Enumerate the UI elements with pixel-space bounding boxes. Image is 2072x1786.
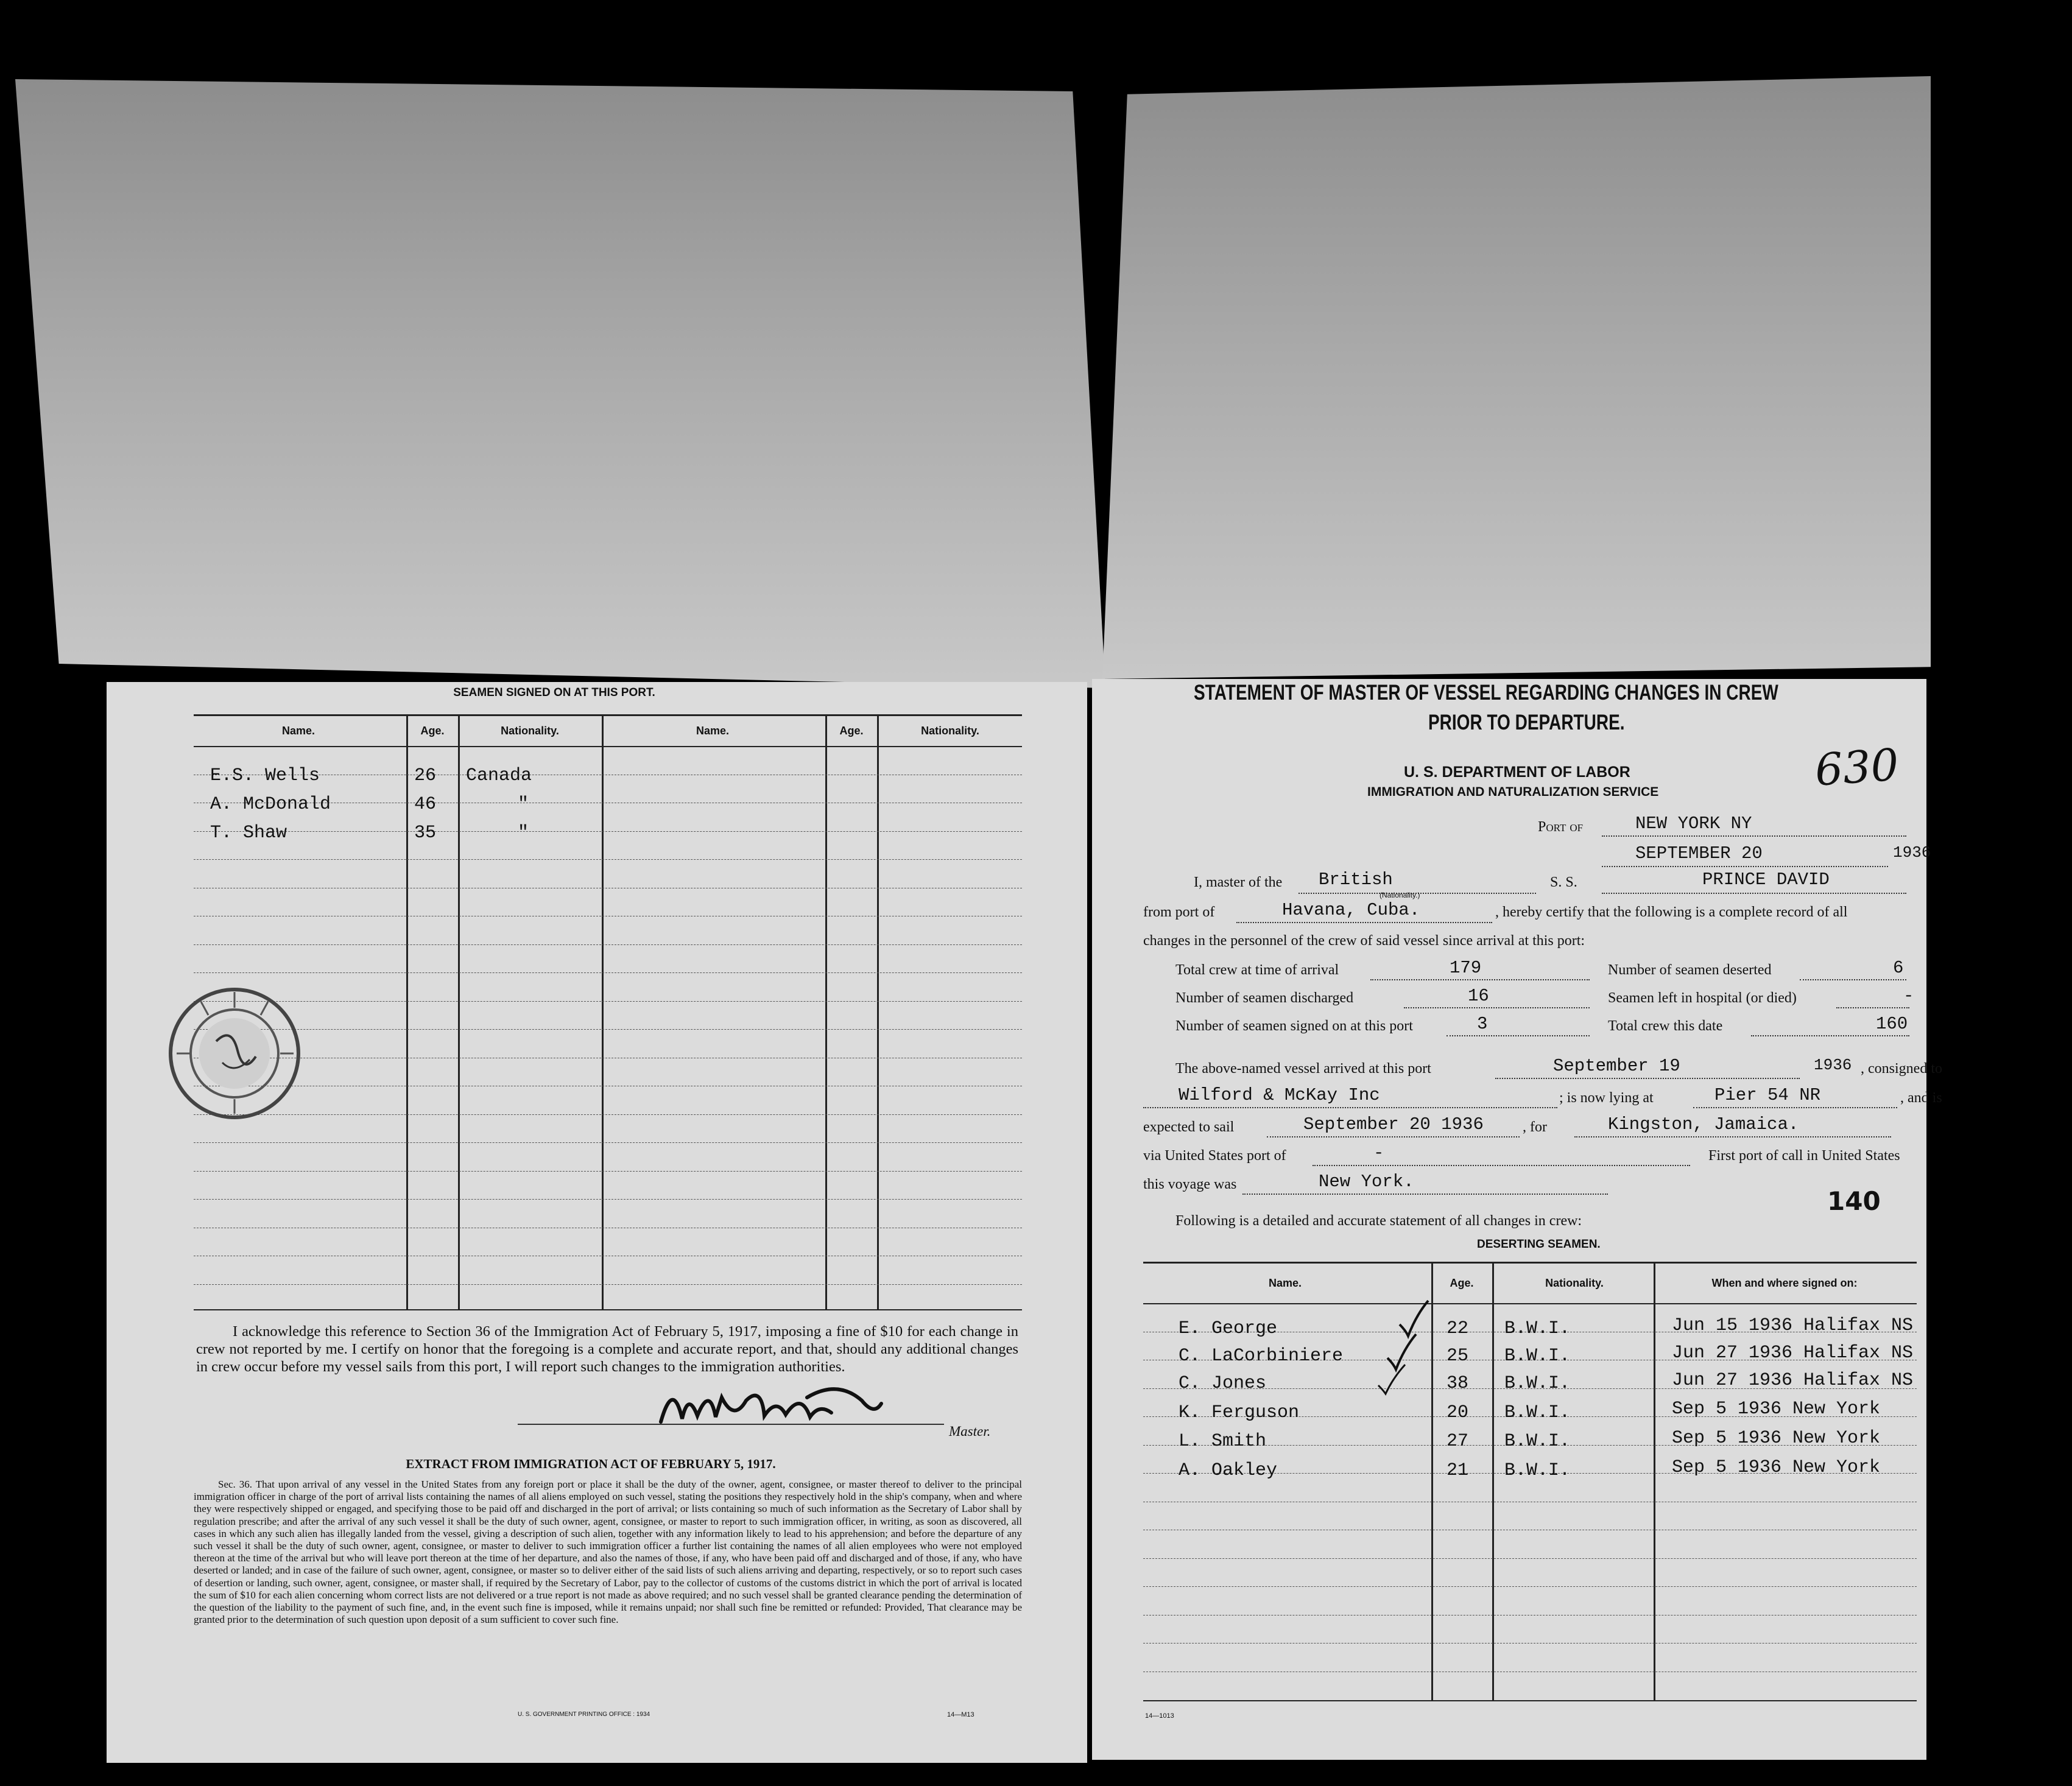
expected-value: September 20 1936 bbox=[1303, 1114, 1484, 1134]
col-header-age: Age. bbox=[420, 725, 445, 737]
following-text: Following is a detailed and accurate statement of all changes in crew: bbox=[1175, 1213, 1582, 1229]
signed-on-label: Number of seamen signed on at this port bbox=[1175, 1018, 1413, 1034]
right-folded-flap bbox=[1102, 76, 1931, 679]
port-value: NEW YORK NY bbox=[1635, 814, 1752, 834]
deserted-label: Number of seamen deserted bbox=[1608, 962, 1772, 978]
discharged-value: 16 bbox=[1468, 986, 1489, 1006]
desert-nationality-2: B.W.I. bbox=[1504, 1346, 1571, 1366]
expected-label: expected to sail bbox=[1143, 1119, 1235, 1135]
desert-signed-6: Sep 5 1936 New York bbox=[1672, 1457, 1881, 1478]
signed-on-nationality-2: " bbox=[518, 794, 529, 815]
checkmark-3 bbox=[1373, 1361, 1410, 1398]
row-rule bbox=[194, 944, 1022, 945]
row-rule bbox=[194, 831, 1022, 832]
first-port-label: First port of call in United States bbox=[1708, 1148, 1900, 1164]
ss-label: S. S. bbox=[1550, 874, 1577, 890]
lying-label: ; is now lying at bbox=[1559, 1090, 1654, 1106]
right-form-number: 14—1013 bbox=[1145, 1712, 1174, 1720]
for-value: Kingston, Jamaica. bbox=[1608, 1114, 1799, 1134]
desert-age-2: 25 bbox=[1447, 1346, 1469, 1366]
handwritten-630: 630 bbox=[1813, 739, 1901, 796]
row-rule bbox=[194, 1001, 1022, 1002]
row-rule bbox=[194, 1171, 1022, 1172]
desert-age-1: 22 bbox=[1447, 1318, 1469, 1339]
desert-name-1: E. George bbox=[1179, 1318, 1278, 1339]
statement-title-line1: STATEMENT OF MASTER OF VESSEL REGARDING CHANGES IN CREW bbox=[1194, 681, 1778, 705]
total-date-label: Total crew this date bbox=[1608, 1018, 1723, 1034]
certify-text: , hereby certify that the following is a complete record of all bbox=[1495, 904, 1848, 920]
desert-nationality-3: B.W.I. bbox=[1504, 1373, 1571, 1394]
for-label: , for bbox=[1523, 1119, 1547, 1135]
desert-signed-4: Sep 5 1936 New York bbox=[1672, 1399, 1881, 1419]
desert-signed-3: Jun 27 1936 Halifax NS bbox=[1672, 1370, 1914, 1391]
col-header-name-2: Name. bbox=[696, 725, 730, 737]
printing-office: U. S. GOVERNMENT PRINTING OFFICE : 1934 bbox=[518, 1711, 650, 1718]
master-label: Master. bbox=[949, 1424, 991, 1439]
desert-age-5: 27 bbox=[1447, 1431, 1469, 1452]
extract-text: Sec. 36. That upon arrival of any vessel in the United States from any foreign port or place it shall be the duty of the owner, agent, consignee, or master thereof to deliver to the principal immigration officer in charge of the port of arrival lists containing the names of all aliens employed on such vessel, stating the positions they respectively hold in the ship's company, when and where they were respectively shipped or engaged, and specifying those to be paid off and discharged in the port of arrival; or lists containing so much of such information as the Secretary of Labor shall by regulation prescribe; and after the arrival of any such vessel it shall be the duty of such owner, agent, consignee, or master to report to such immigration officer, in writing, as soon as discovered, all cases in which any such alien has illegally landed from the vessel, giving a description of such alien, together with any information likely to lead to his apprehension; and before the departure of any such vessel it shall be the duty of such owner, agent, consignee, or master to deliver to such immigration officer a further list containing the names of all alien employees who were not employed thereon at the time of the arrival but who will leave port thereon at the time of her departure, and also the names of those, if any, who have been paid off and discharged and of those, if any, who have deserted or landed; and in case of the failure of such owner, agent, consignee, or master so to deliver either of the said lists of such aliens arriving and departing, respectively, or so to report such cases of desertion or landing, such owner, agent, consignee, or master shall, if required by the Secretary of Labor, pay to the collector of customs of the customs district in which the port of arrival is located the sum of $10 for each alien concerning whom correct lists are not delivered or a true report is not made as above required; and no such vessel shall be granted clearance pending the determination of the question of the liability to the payment of such fine, and, in the event such fine is imposed, while it remains unpaid; nor shall such fine be remitted or refunded: Provided, That clearance may be granted prior to the determination of such question upon deposit of a sum sufficient to cover such fine. bbox=[194, 1478, 1022, 1626]
signed-on-nationality-3: " bbox=[518, 823, 529, 843]
seamen-signed-on-title: SEAMEN SIGNED ON AT THIS PORT. bbox=[453, 686, 655, 699]
master-signature bbox=[655, 1373, 886, 1440]
row-rule bbox=[1143, 1558, 1917, 1559]
desert-col-nationality: Nationality. bbox=[1545, 1277, 1604, 1289]
immigration-service-stamp bbox=[164, 983, 305, 1123]
col-header-nationality: Nationality. bbox=[501, 725, 559, 737]
desert-signed-2: Jun 27 1936 Halifax NS bbox=[1672, 1343, 1914, 1363]
row-rule bbox=[194, 1029, 1022, 1030]
desert-signed-5: Sep 5 1936 New York bbox=[1672, 1428, 1881, 1449]
desert-name-5: L. Smith bbox=[1179, 1431, 1267, 1452]
row-rule bbox=[1143, 1586, 1917, 1587]
desert-col-signed: When and where signed on: bbox=[1711, 1277, 1858, 1289]
port-label: Port of bbox=[1538, 819, 1584, 835]
row-rule bbox=[1143, 1643, 1917, 1644]
row-rule bbox=[194, 972, 1022, 973]
deserted-value: 6 bbox=[1893, 958, 1904, 978]
signed-on-value: 3 bbox=[1477, 1014, 1488, 1034]
desert-age-4: 20 bbox=[1447, 1402, 1469, 1423]
arrived-value: September 19 bbox=[1553, 1056, 1680, 1076]
deserting-title: DESERTING SEAMEN. bbox=[1477, 1238, 1601, 1251]
row-rule bbox=[194, 1114, 1022, 1115]
handwritten-140: 140 bbox=[1827, 1186, 1881, 1216]
desert-signed-1: Jun 15 1936 Halifax NS bbox=[1672, 1315, 1914, 1336]
changes-text: changes in the personnel of the crew of said vessel since arrival at this port: bbox=[1143, 933, 1585, 949]
row-rule bbox=[194, 1284, 1022, 1285]
desert-age-6: 21 bbox=[1447, 1460, 1469, 1481]
nationality-value: British bbox=[1319, 870, 1393, 890]
left-form-number: 14—M13 bbox=[947, 1711, 974, 1718]
col-header-nationality-2: Nationality. bbox=[921, 725, 979, 737]
date-value: SEPTEMBER 20 bbox=[1635, 843, 1763, 863]
voyage-label: this voyage was bbox=[1143, 1176, 1237, 1192]
total-date-value: 160 bbox=[1876, 1014, 1908, 1034]
discharged-label: Number of seamen discharged bbox=[1175, 990, 1354, 1006]
voyage-value: New York. bbox=[1319, 1172, 1414, 1192]
from-port-value: Havana, Cuba. bbox=[1282, 900, 1420, 920]
row-rule bbox=[194, 1199, 1022, 1200]
signed-on-age-1: 26 bbox=[414, 765, 437, 786]
statement-title-line2: PRIOR TO DEPARTURE. bbox=[1428, 711, 1625, 734]
extract-title: EXTRACT FROM IMMIGRATION ACT OF FEBRUARY 5, 1917. bbox=[406, 1457, 776, 1471]
row-rule bbox=[194, 859, 1022, 860]
department-heading: U. S. DEPARTMENT OF LABOR bbox=[1404, 764, 1630, 781]
hospital-label: Seamen left in hospital (or died) bbox=[1608, 990, 1797, 1006]
desert-col-age: Age. bbox=[1450, 1277, 1474, 1289]
left-folded-flap bbox=[15, 79, 1105, 688]
desert-col-name: Name. bbox=[1268, 1277, 1302, 1289]
ship-value: PRINCE DAVID bbox=[1702, 870, 1830, 890]
desert-name-2: C. LaCorbiniere bbox=[1179, 1346, 1344, 1366]
signed-on-name-3: T. Shaw bbox=[210, 823, 287, 843]
desert-nationality-4: B.W.I. bbox=[1504, 1402, 1571, 1423]
signed-on-age-2: 46 bbox=[414, 794, 437, 815]
arrived-label: The above-named vessel arrived at this port bbox=[1175, 1061, 1431, 1077]
consigned-label: , consigned to bbox=[1861, 1061, 1942, 1077]
desert-nationality-1: B.W.I. bbox=[1504, 1318, 1571, 1339]
total-arrival-label: Total crew at time of arrival bbox=[1175, 962, 1339, 978]
desert-nationality-6: B.W.I. bbox=[1504, 1460, 1571, 1481]
signed-on-name-2: A. McDonald bbox=[210, 794, 331, 815]
desert-nationality-5: B.W.I. bbox=[1504, 1431, 1571, 1452]
signed-on-nationality-1: Canada bbox=[466, 765, 532, 786]
total-arrival-value: 179 bbox=[1450, 958, 1482, 978]
consignee-value: Wilford & McKay Inc bbox=[1179, 1085, 1380, 1105]
from-port-label: from port of bbox=[1143, 904, 1215, 920]
col-header-name: Name. bbox=[281, 725, 315, 737]
acknowledgement-text: I acknowledge this reference to Section 36 of the Immigration Act of February 5, 1917, imposing a fine of $10 for each change in crew not reported by me. I certify on honor that the foregoing is a complete and accurate report, and that, should any additional changes in crew occur before my vessel sails from this port, I will report such changes to the immigration authorities. bbox=[196, 1323, 1018, 1375]
desert-name-3: C. Jones bbox=[1179, 1373, 1267, 1394]
hospital-value: - bbox=[1903, 986, 1914, 1006]
via-value: - bbox=[1373, 1143, 1384, 1163]
arrived-year: 1936 bbox=[1814, 1056, 1852, 1074]
signed-on-age-3: 35 bbox=[414, 823, 437, 843]
master-prefix: I, master of the bbox=[1194, 874, 1283, 890]
year-value: 1936 bbox=[1893, 843, 1931, 862]
service-heading: IMMIGRATION AND NATURALIZATION SERVICE bbox=[1367, 785, 1659, 799]
row-rule bbox=[194, 1142, 1022, 1143]
desert-name-4: K. Ferguson bbox=[1179, 1402, 1300, 1423]
desert-age-3: 38 bbox=[1447, 1373, 1469, 1394]
and-is: , and is bbox=[1900, 1090, 1942, 1106]
nationality-caption: (Nationality.) bbox=[1380, 891, 1420, 899]
via-label: via United States port of bbox=[1143, 1148, 1286, 1164]
lying-value: Pier 54 NR bbox=[1714, 1085, 1821, 1105]
desert-name-6: A. Oakley bbox=[1179, 1460, 1278, 1481]
signed-on-name-1: E.S. Wells bbox=[210, 765, 320, 786]
col-header-age-2: Age. bbox=[839, 725, 864, 737]
